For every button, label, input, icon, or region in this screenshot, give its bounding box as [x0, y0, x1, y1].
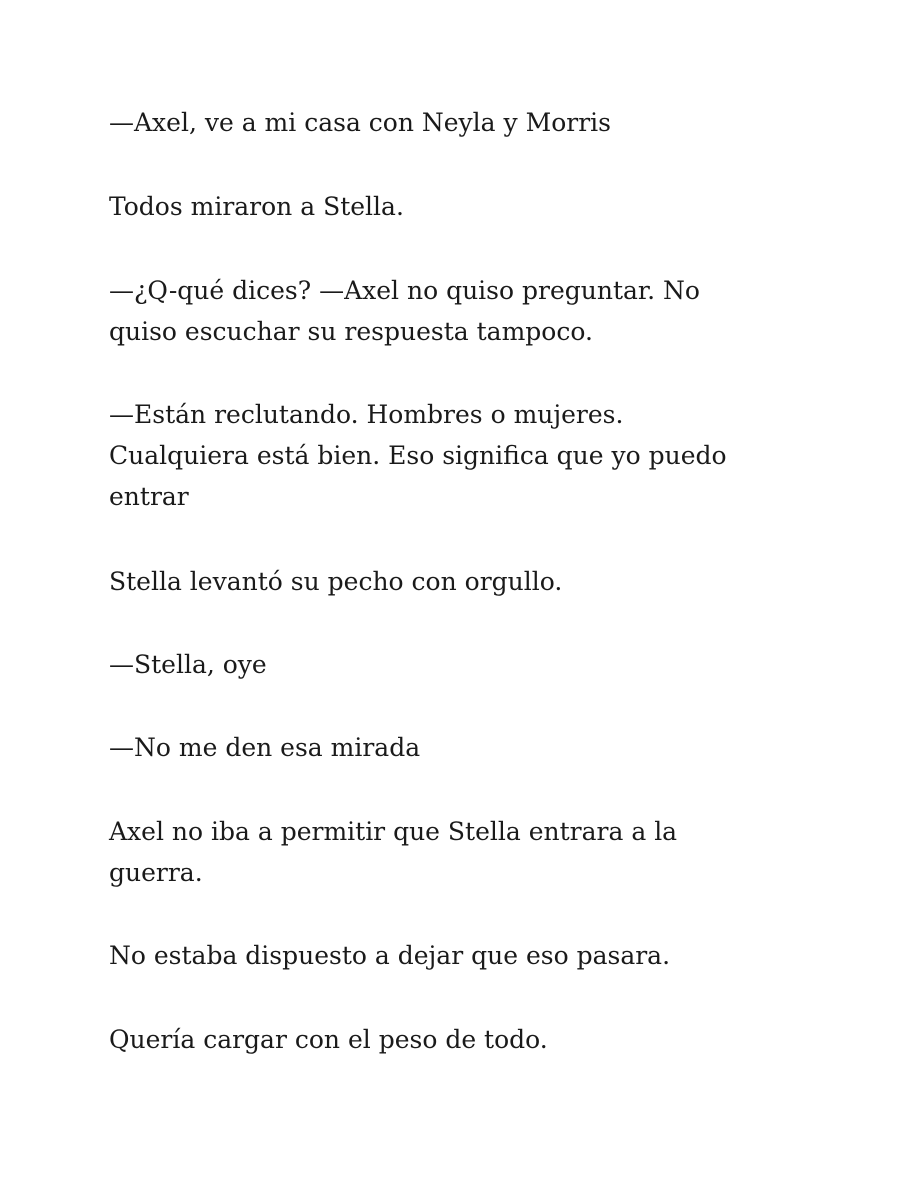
paragraph: [109, 102, 809, 143]
text-line: No estaba dispuesto a dejar que eso pasara.: [109, 941, 671, 970]
paragraph: [109, 644, 809, 685]
text-line: quiso escuchar su respuesta tampoco.: [109, 317, 593, 346]
text-line: —Axel, ve a mi casa con Neyla y Morris: [109, 108, 611, 137]
paragraph: [109, 811, 809, 893]
paragraph: [109, 561, 809, 602]
paragraph: [109, 935, 809, 976]
text-line: entrar: [109, 482, 189, 511]
text-line: Cualquiera está bien. Eso significa que yo puedo: [109, 441, 727, 470]
text-line: —Stella, oye: [109, 650, 267, 679]
text-line: guerra.: [109, 858, 203, 887]
text-line: Axel no iba a permitir que Stella entrara a la: [109, 817, 678, 846]
text-line: —¿Q-qué dices? —Axel no quiso preguntar. No: [109, 276, 700, 305]
paragraph: [109, 394, 809, 517]
paragraph: [109, 270, 809, 352]
paragraph: [109, 1019, 809, 1060]
paragraph: [109, 186, 809, 227]
text-line: Todos miraron a Stella.: [109, 192, 404, 221]
paragraph: [109, 727, 809, 768]
text-line: —No me den esa mirada: [109, 733, 421, 762]
text-line: Stella levantó su pecho con orgullo.: [109, 567, 563, 596]
text-line: —Están reclutando. Hombres o mujeres.: [109, 400, 624, 429]
text-line: Quería cargar con el peso de todo.: [109, 1025, 548, 1054]
